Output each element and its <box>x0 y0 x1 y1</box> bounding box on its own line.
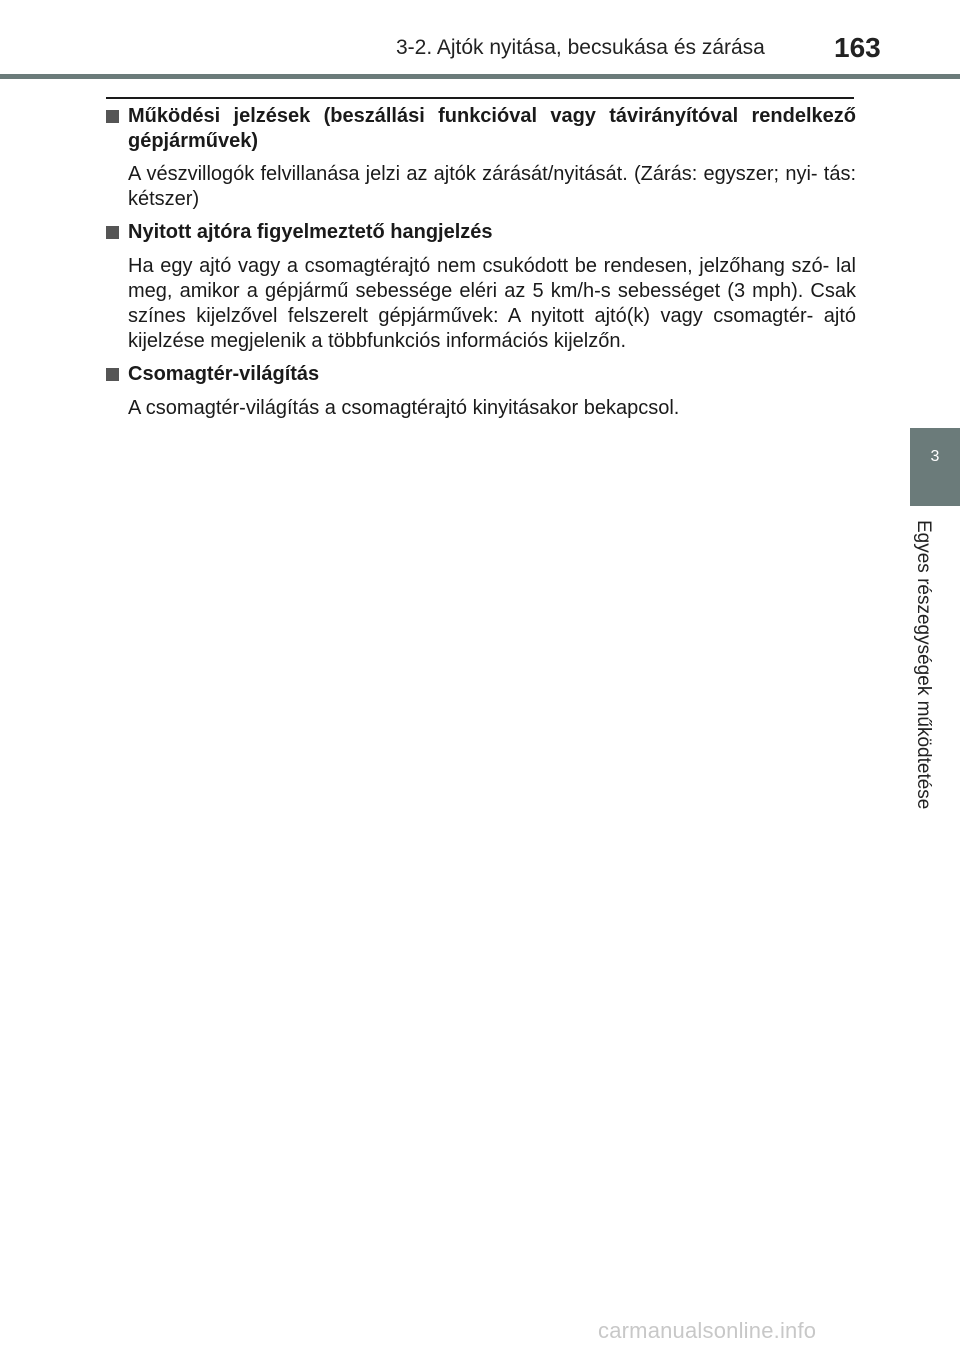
header-rule <box>0 74 960 79</box>
section-luggage-light <box>106 362 856 421</box>
page-content <box>106 104 856 421</box>
chapter-tab <box>910 428 960 506</box>
page-number: 163 <box>834 32 881 63</box>
section-paragraph: Ha egy ajtó vagy a csomagtérajtó nem csukódott be rendesen, jelzőhang szó- lal meg, amikor a gépjármű sebessége eléri az 5 km/h-s sebességet (3 mph). Csak színes kijelzővel felszerelt gépjárművek: A nyitott ajtó(k) vagy csomagtér- ajtó kijelzése megjelenik a többfunkciós információs kijelzőn. <box>128 255 856 352</box>
section-operation-signals <box>106 104 856 212</box>
section-heading: Csomagtér-világítás <box>106 362 856 388</box>
bullet-square-icon <box>106 362 128 388</box>
content-rule <box>106 97 854 99</box>
chapter-number: 3 <box>930 448 940 465</box>
bullet-square-icon <box>106 220 128 246</box>
section-paragraph: A vészvillogók felvillanása jelzi az ajtók zárását/nyitását. (Zárás: egyszer; nyi- tás: kétszer) <box>128 163 856 210</box>
chapter-title: Egyes részegységek működtetése <box>913 520 934 810</box>
section-heading: Nyitott ajtóra figyelmeztető hangjelzés <box>106 220 856 246</box>
section-title: 3-2. Ajtók nyitása, becsukása és zárása <box>396 36 765 59</box>
chapter-title-vertical <box>912 520 938 830</box>
section-open-door-warning <box>106 220 856 354</box>
bullet-square-icon <box>106 104 128 154</box>
section-heading: Működési jelzések (beszállási funkcióval vagy távirányítóval rendelkező gépjárművek) <box>106 104 856 154</box>
watermark: carmanualsonline.info <box>598 1318 817 1343</box>
section-paragraph: A csomagtér-világítás a csomagtérajtó kinyitásakor bekapcsol. <box>128 397 680 419</box>
